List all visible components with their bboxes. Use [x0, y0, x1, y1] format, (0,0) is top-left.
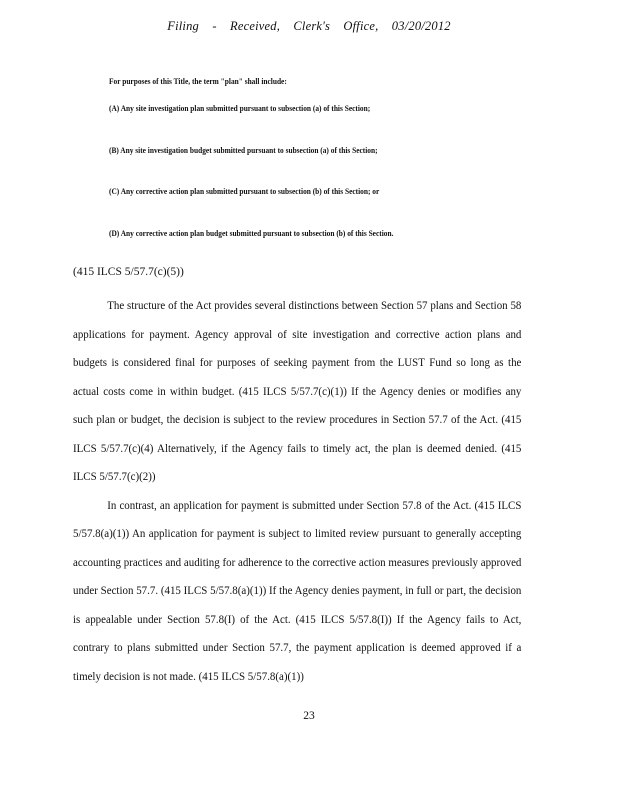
page-number: 23	[303, 710, 315, 722]
quote-item-text: (D) Any corrective action plan budget submitted pursuant to subsection (b) of this Section.	[109, 228, 394, 238]
paragraph: In contrast, an application for payment is submitted under Section 57.8 of the Act. (415 ILCS 5/57.8(a)(1)) An application for payment is subject to limited review pursuant to generally accepting accounting practices and auditing for adherence to the corrective action measures previously approved under Section 57.7. (415 ILCS 5/57.8(a)(1)) If the Agency denies payment, in full or part, the decision is appealable under Section 57.8(I) of the Act. (415 ILCS 5/57.8(I)) If the Agency fails to Act, contrary to plans submitted under Section 57.7, the payment application is deemed approved if a timely decision is not made. (415 ILCS 5/57.8(a)(1))	[73, 499, 522, 683]
quote-item-text: (A) Any site investigation plan submitted pursuant to subsection (a) of this Section;	[109, 103, 371, 113]
body-text	[73, 292, 521, 691]
paragraph: The structure of the Act provides several distinctions between Section 57 plans and Section 58 applications for payment. Agency approval of site investigation and corrective action plans and budgets is considered final for purposes of seeking payment from the LUST Fund so long as the actual costs come in within budget. (415 ILCS 5/57.7(c)(1)) If the Agency denies or modifies any such plan or budget, the decision is subject to the review procedures in Section 57.7 of the Act. (415 ILCS 5/57.7(c)(4) Alternatively, if the Agency fails to timely act, the plan is deemed denied. (415 ILCS 5/57.7(c)(2))	[73, 300, 522, 483]
quote-item-text: (C) Any corrective action plan submitted pursuant to subsection (b) of this Section; or	[109, 186, 380, 196]
quote-item-c	[109, 185, 453, 198]
quote-intro: For purposes of this Title, the term "plan" shall include:	[109, 76, 287, 86]
quote-item-d	[109, 227, 453, 240]
filing-stamp-header: Filing - Received, Clerk's Office, 03/20/2012	[167, 19, 451, 33]
quote-item-b	[109, 144, 453, 157]
statute-citation: (415 ILCS 5/57.7(c)(5))	[73, 266, 184, 278]
quote-item-a	[109, 102, 453, 115]
statute-quote-block	[109, 75, 453, 88]
quote-item-text: (B) Any site investigation budget submitted pursuant to subsection (a) of this Section;	[109, 145, 378, 155]
